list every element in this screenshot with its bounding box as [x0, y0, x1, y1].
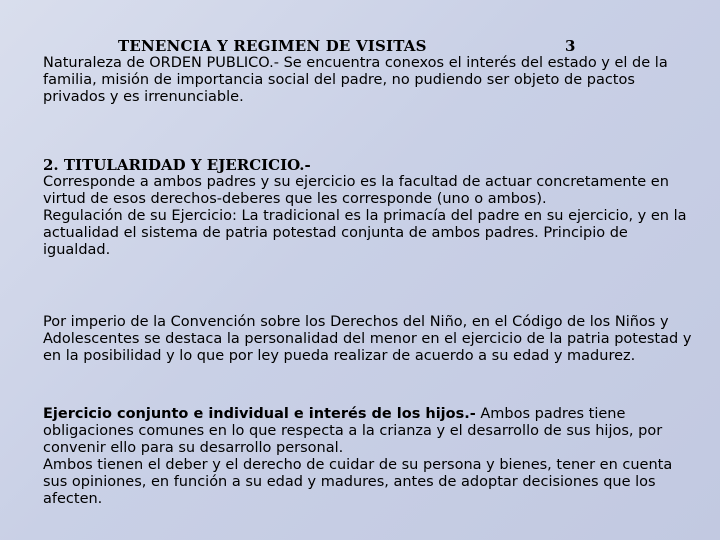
ownership-section — [43, 157, 693, 259]
convention-paragraph: Por imperio de la Convención sobre los Derechos del Niño, en el Código de los Niños y Adolescentes se destaca la personalidad del menor en el ejercicio de la patria potestad y en la posibilidad y lo que por ley pueda realizar de acuerdo a su edad y madurez. — [43, 314, 692, 364]
regulation-paragraph: Regulación de su Ejercicio: La tradicional es la primacía del padre en su ejercicio, y en la actualidad el sistema de patria potestad conjunta de ambos padres. Principio de igualdad. — [43, 208, 687, 258]
joint-exercise-text: Ambos padres tiene obligaciones comunes en lo que respecta a la crianza y el desarrollo de sus hijos, por convenir ello para su desarrollo personal. — [43, 406, 663, 456]
convention-section — [43, 314, 693, 365]
public-order-paragraph: Naturaleza de ORDEN PUBLICO.- Se encuentra conexos el interés del estado y el de la familia, misión de importancia social del padre, no pudiendo ser objeto de pactos privados y es irrenunciable. — [43, 55, 668, 105]
joint-exercise-section — [43, 406, 693, 508]
ownership-paragraph: Corresponde a ambos padres y su ejercicio es la facultad de actuar concretamente en virtud de esos derechos-deberes que les corresponde (uno o ambos). — [43, 174, 669, 207]
slide-title: TENENCIA Y REGIMEN DE VISITAS — [118, 37, 427, 55]
ownership-heading: 2. TITULARIDAD Y EJERCICIO.- — [43, 156, 311, 174]
joint-exercise-paragraph — [43, 406, 693, 457]
duty-paragraph: Ambos tienen el deber y el derecho de cuidar de su persona y bienes, tener en cuenta sus opiniones, en función a su edad y madures, antes de adoptar decisiones que los afecten. — [43, 457, 673, 507]
slide-number: 3 — [565, 37, 576, 55]
public-order-section — [43, 55, 693, 106]
joint-exercise-lead: Ejercicio conjunto e individual e interés de los hijos.- — [43, 406, 476, 422]
